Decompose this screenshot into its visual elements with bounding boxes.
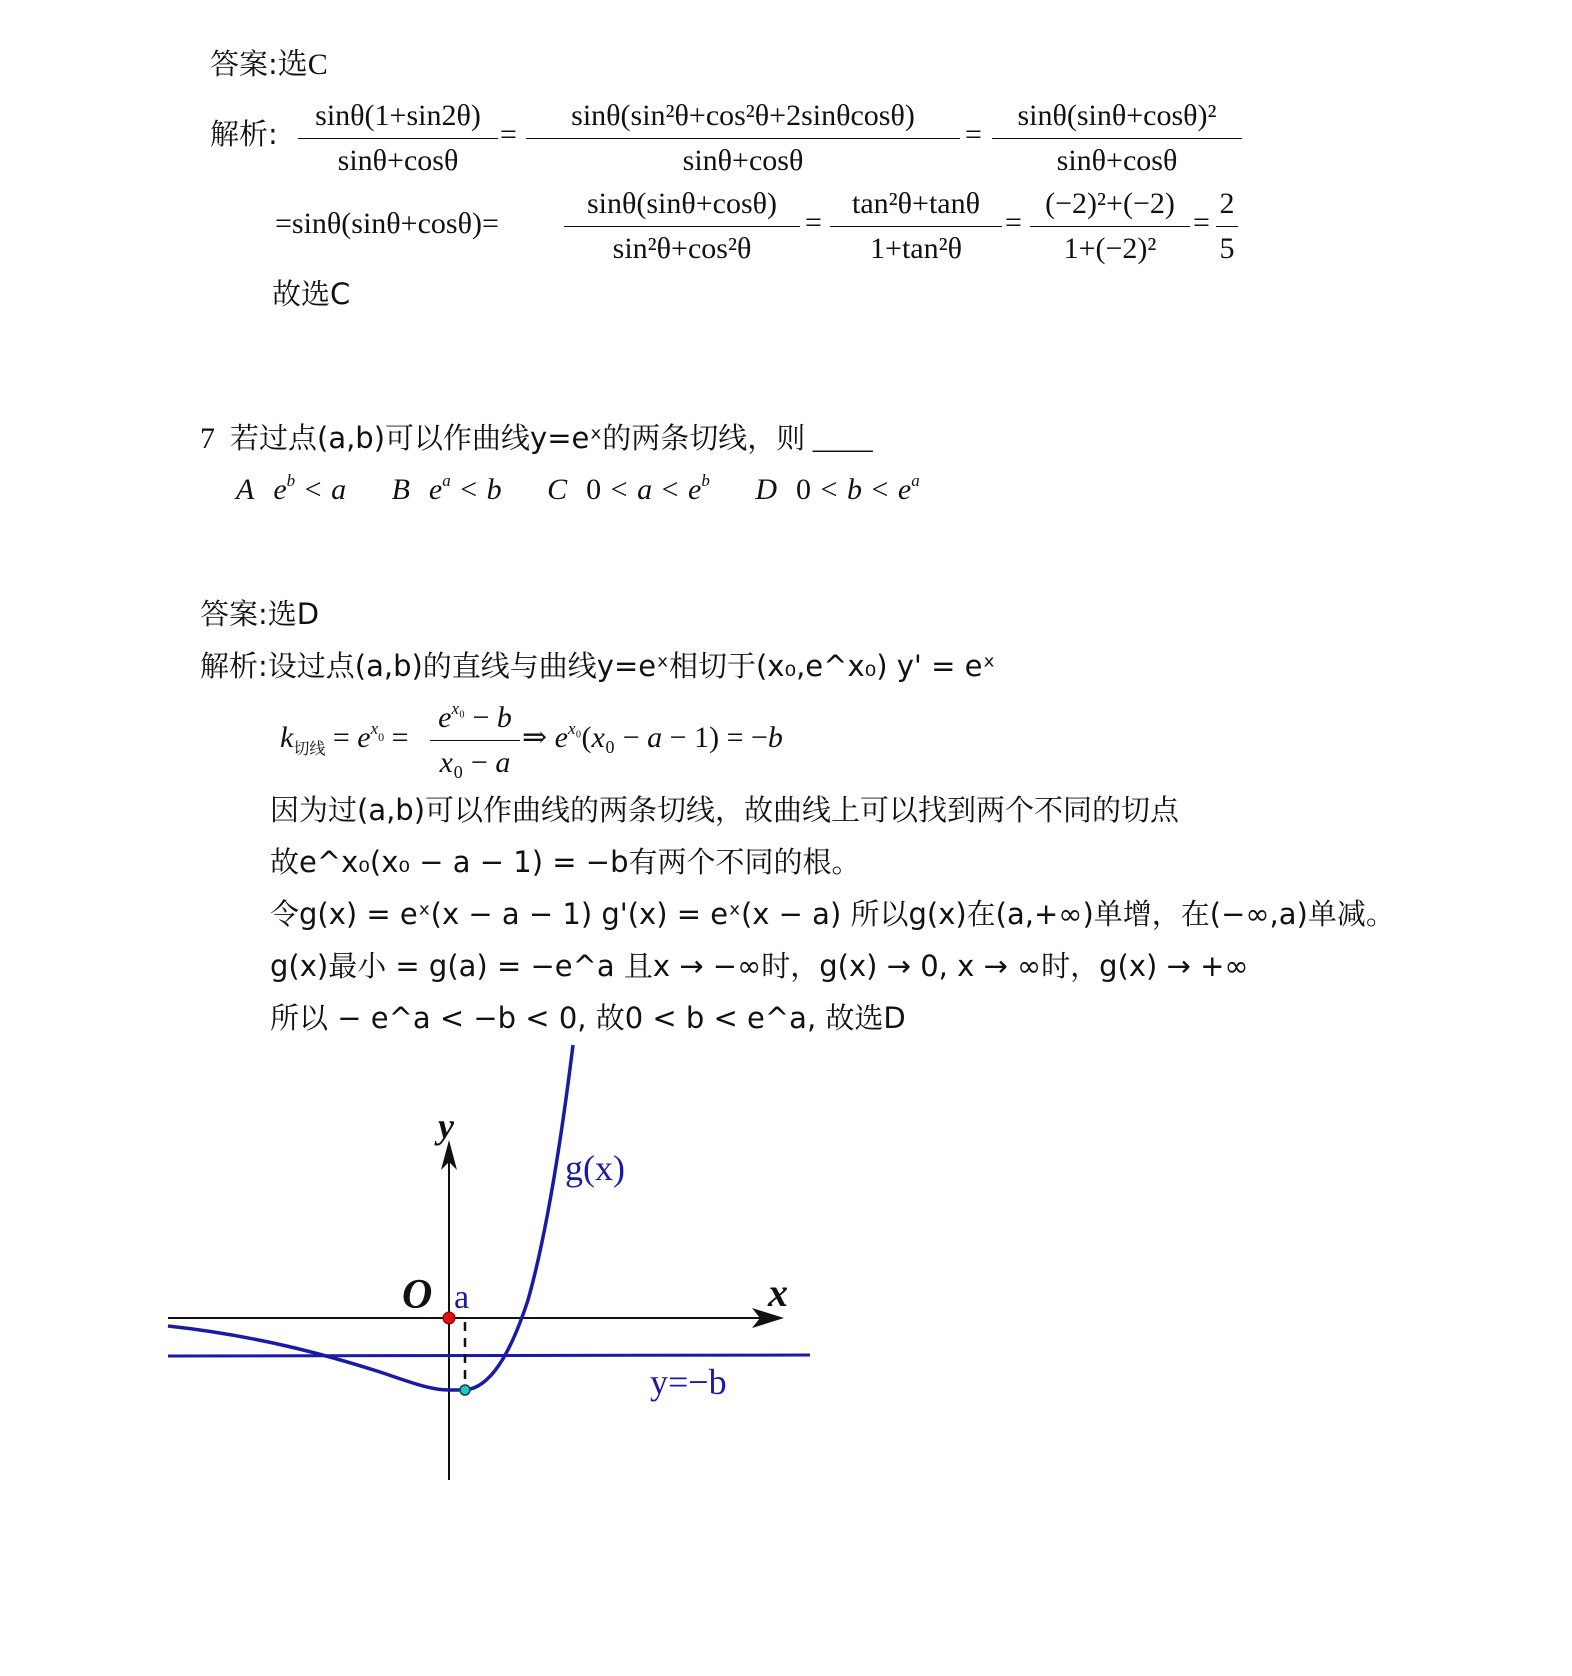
q6-line2-lead: =sinθ(sinθ+cosθ)= [275, 207, 499, 240]
q6-conclusion: 故选C [272, 277, 351, 311]
equals: = [965, 118, 982, 151]
q7-analysis-line-5: 令g(x) = eˣ(x − a − 1) g'(x) = eˣ(x − a) 所以g(x)在(a,+∞)单增，在(−∞,a)单减。 [270, 897, 1395, 931]
answer-blank: ____ [812, 422, 873, 455]
answer-value: 选C [277, 48, 328, 81]
q7-analysis-line-7: 所以 − e^a < −b < 0, 故0 < b < e^a, 故选D [270, 1001, 906, 1035]
q7-analysis-line-3: 因为过(a,b)可以作曲线的两条切线，故曲线上可以找到两个不同的切点 [270, 793, 1180, 827]
q6-fraction-4: sinθ(sinθ+cosθ) sin²θ+cos²θ [564, 184, 800, 269]
a-label: a [454, 1279, 470, 1316]
option-a: A $e^b < a$ [236, 471, 347, 506]
option-c: C $0 < a < e^b$ [547, 471, 710, 506]
q7-analysis-line-4: 故e^x₀(x₀ − a − 1) = −b有两个不同的根。 [270, 845, 861, 879]
option-d: D $0 < b < e^a$ [755, 471, 920, 506]
q7-analysis-line-2-left: $k_{切线} = e^{x_0}$ = [280, 719, 409, 758]
q6-fraction-5: tan²θ+tanθ 1+tan²θ [830, 184, 1002, 269]
curve-label: g(x) [565, 1148, 625, 1188]
q7-analysis-line-2-right: ⇒ $e^{x_0}(x_0 - a - 1) = -b$ [522, 719, 783, 754]
q7-slope-fraction: $e^{x_0} - b$ x₀ − a [430, 698, 520, 783]
q7-answer: 答案:选D [200, 597, 320, 631]
equals: = [1005, 206, 1022, 239]
line-label: y=−b [650, 1362, 727, 1402]
q7-analysis-line-6: g(x)最小 = g(a) = −e^a 且x → −∞时，g(x) → 0, x → ∞时，g(x) → +∞ [270, 949, 1249, 983]
q6-fraction-1: sinθ(1+sin2θ) sinθ+cosθ [298, 96, 498, 181]
x-axis-label: x [768, 1270, 788, 1315]
q6-analysis-label: 解析: [210, 117, 278, 151]
equals: = [805, 206, 822, 239]
q6-fraction-2: sinθ(sin²θ+cos²θ+2sinθcosθ) sinθ+cosθ [526, 96, 960, 181]
equals: = [500, 118, 517, 151]
y-axis-label: y [438, 1106, 454, 1146]
q6-fraction-6: (−2)²+(−2) 1+(−2)² [1030, 184, 1190, 269]
question-number: 7 [200, 422, 215, 455]
curve-g-x [168, 1045, 573, 1390]
q7-analysis-line-1: 解析:设过点(a,b)的直线与曲线y=eˣ相切于(x₀,e^x₀) y' = eˣ [200, 649, 996, 683]
option-b: B $e^a < b$ [391, 471, 502, 506]
horizontal-line-y-neg-b [168, 1355, 810, 1356]
q6-fraction-result: 2 5 [1216, 184, 1238, 269]
question-text: 若过点(a,b)可以作曲线y=eˣ的两条切线，则 [230, 421, 806, 455]
equals: = [1193, 206, 1210, 239]
answer-label: 答案: [210, 47, 278, 81]
q6-fraction-3: sinθ(sinθ+cosθ)² sinθ+cosθ [992, 96, 1242, 181]
origin-label: O [402, 1272, 433, 1318]
minimum-point [460, 1385, 470, 1395]
